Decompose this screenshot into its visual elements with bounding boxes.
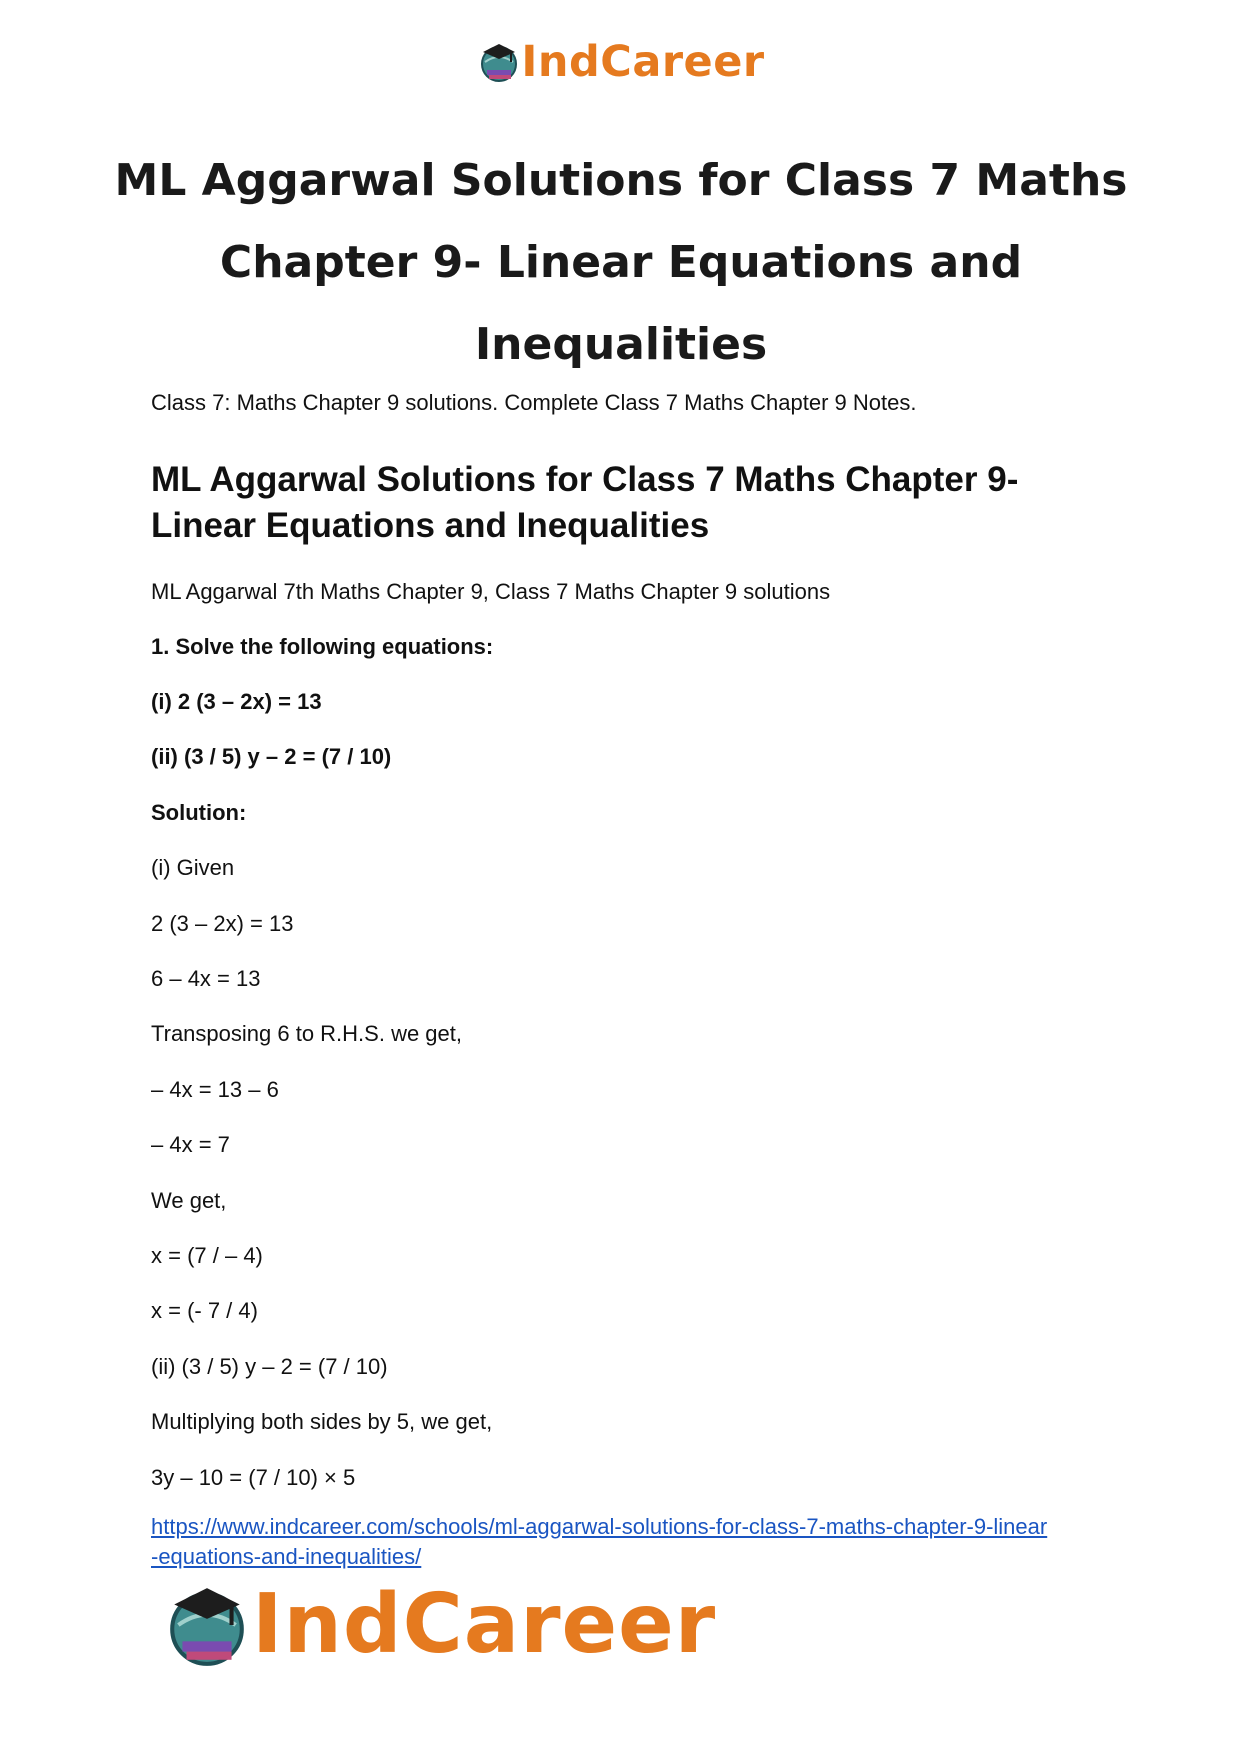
source-url-line-1: https://www.indcareer.com/schools/ml-aggarwal-solutions-for-class-7-maths-chapter-9-linear <box>151 1514 1048 1539</box>
logo-wordmark: IndCareer <box>521 36 765 87</box>
solution-step: (i) Given <box>151 855 235 880</box>
section-heading <box>151 457 1111 549</box>
question-part-ii: (ii) (3 / 5) y – 2 = (7 / 10) <box>151 744 392 769</box>
source-url-link[interactable] <box>151 1512 1111 1572</box>
solution-step: – 4x = 7 <box>151 1132 230 1157</box>
source-url-line-2: -equations-and-inequalities/ <box>151 1544 422 1569</box>
intro-text: Class 7: Maths Chapter 9 solutions. Complete Class 7 Maths Chapter 9 Notes. <box>151 390 917 415</box>
solution-step: 3y – 10 = (7 / 10) × 5 <box>151 1465 356 1490</box>
solution-step: 6 – 4x = 13 <box>151 966 261 991</box>
subtitle-text: ML Aggarwal 7th Maths Chapter 9, Class 7 Maths Chapter 9 solutions <box>151 579 831 604</box>
question-part-i: (i) 2 (3 – 2x) = 13 <box>151 689 322 714</box>
solution-step: 2 (3 – 2x) = 13 <box>151 911 294 936</box>
solution-label: Solution: <box>151 800 247 825</box>
logo-wordmark-large: IndCareer <box>252 1577 717 1672</box>
title-line-1: ML Aggarwal Solutions for Class 7 Maths <box>114 155 1128 206</box>
section-heading-line-1: ML Aggarwal Solutions for Class 7 Maths Chapter 9- <box>151 460 1019 499</box>
solution-step: – 4x = 13 – 6 <box>151 1077 279 1102</box>
solution-step: x = (7 / – 4) <box>151 1243 263 1268</box>
page-title <box>100 140 1142 386</box>
section-heading-line-2: Linear Equations and Inequalities <box>151 506 710 545</box>
solution-step: x = (- 7 / 4) <box>151 1298 258 1323</box>
graduation-cap-globe-books-icon <box>162 1580 252 1670</box>
graduation-cap-globe-icon <box>477 40 521 84</box>
top-logo <box>0 36 1242 87</box>
bottom-logo <box>162 1577 717 1672</box>
solution-step: (ii) (3 / 5) y – 2 = (7 / 10) <box>151 1354 388 1379</box>
title-line-2: Chapter 9- Linear Equations and Inequalities <box>219 237 1023 370</box>
solution-step: We get, <box>151 1188 227 1213</box>
question-text: 1. Solve the following equations: <box>151 634 494 659</box>
solution-step: Multiplying both sides by 5, we get, <box>151 1409 493 1434</box>
solution-step: Transposing 6 to R.H.S. we get, <box>151 1021 462 1046</box>
